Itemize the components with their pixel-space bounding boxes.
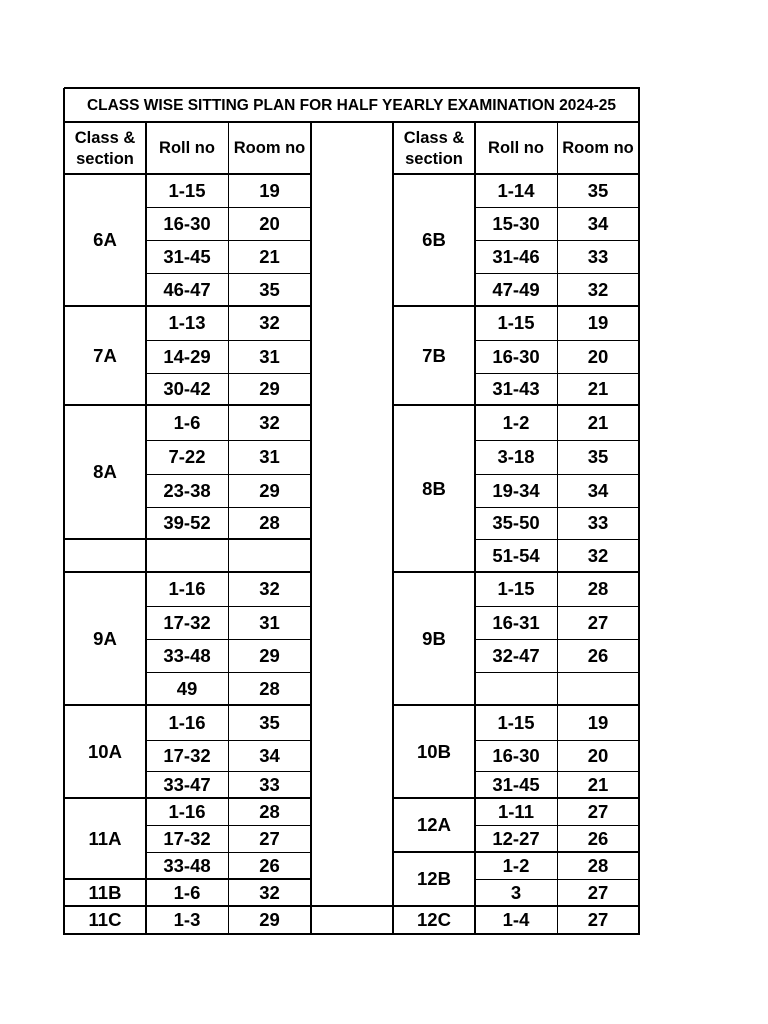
- room-no-cell: 32: [259, 881, 280, 903]
- roll-no-cell: 7-22: [168, 446, 206, 467]
- class-section-cell: 10B: [417, 740, 451, 762]
- room-no-cell: 19: [259, 179, 280, 201]
- grid-line: [475, 771, 640, 772]
- grid-line: [64, 933, 640, 935]
- room-no-cell: 34: [587, 479, 609, 501]
- room-no-cell: 28: [587, 854, 609, 876]
- grid-line: [310, 122, 312, 935]
- room-no-cell: 29: [259, 909, 280, 930]
- room-no-cell: 21: [587, 378, 609, 399]
- roll-no-cell: 3-18: [497, 446, 535, 467]
- room-no-cell: 26: [587, 827, 609, 849]
- roll-no-cell: 19-34: [492, 479, 540, 501]
- header-room-no-right: Room no: [562, 139, 634, 157]
- grid-line: [393, 905, 640, 907]
- class-section-cell: 8A: [93, 461, 117, 482]
- room-no-cell: 19: [587, 711, 609, 733]
- room-no-cell: 34: [259, 744, 280, 766]
- room-no-cell: 33: [587, 245, 609, 267]
- grid-line: [393, 305, 640, 307]
- grid-line: [475, 740, 640, 741]
- class-section-cell: 7A: [93, 344, 117, 366]
- roll-no-cell: 46-47: [163, 278, 211, 300]
- grid-line: [146, 207, 312, 208]
- grid-line: [475, 539, 640, 540]
- grid-line: [475, 672, 640, 673]
- header-class-section-left: Class & section: [74, 128, 136, 168]
- grid-line: [64, 173, 312, 175]
- room-no-cell: 20: [587, 744, 609, 766]
- roll-no-cell: 47-49: [492, 278, 540, 300]
- roll-no-cell: 1-13: [168, 312, 206, 333]
- grid-line: [146, 507, 312, 508]
- grid-line: [475, 879, 640, 880]
- grid-line: [64, 878, 312, 880]
- room-no-cell: 26: [587, 644, 609, 666]
- grid-line: [228, 122, 229, 935]
- roll-no-cell: 1-14: [497, 179, 535, 201]
- room-no-cell: 32: [587, 544, 609, 566]
- roll-no-cell: 16-30: [492, 345, 540, 367]
- room-no-cell: 28: [587, 578, 609, 599]
- grid-line: [474, 122, 476, 935]
- roll-no-cell: 1-3: [173, 909, 201, 930]
- grid-line: [64, 87, 640, 89]
- room-no-cell: 31: [259, 446, 280, 467]
- roll-no-cell: 1-16: [168, 578, 206, 599]
- room-no-cell: 27: [587, 909, 609, 930]
- grid-line: [145, 122, 147, 935]
- room-no-cell: 31: [259, 345, 280, 367]
- grid-line: [475, 825, 640, 826]
- grid-line: [64, 305, 312, 307]
- grid-line: [393, 571, 640, 573]
- roll-no-cell: 51-54: [492, 544, 540, 566]
- class-section-cell: 6A: [93, 229, 117, 250]
- roll-no-cell: 1-6: [173, 881, 201, 903]
- room-no-cell: 33: [259, 773, 280, 795]
- grid-line: [475, 639, 640, 640]
- room-no-cell: 34: [587, 212, 609, 234]
- grid-line: [393, 404, 640, 406]
- grid-line: [638, 88, 640, 935]
- room-no-cell: 20: [259, 212, 280, 234]
- roll-no-cell: 31-46: [492, 245, 540, 267]
- roll-no-cell: 39-52: [163, 512, 211, 533]
- roll-no-cell: 33-48: [163, 644, 211, 666]
- roll-no-cell: 16-31: [492, 611, 540, 633]
- roll-no-cell: 31-45: [163, 245, 211, 267]
- room-no-cell: 35: [587, 179, 609, 201]
- grid-line: [146, 273, 312, 274]
- grid-line: [64, 797, 312, 799]
- room-no-cell: 33: [587, 512, 609, 533]
- room-no-cell: 28: [259, 800, 280, 822]
- grid-line: [146, 373, 312, 374]
- header-room-no-left: Room no: [233, 139, 306, 157]
- roll-no-cell: 32-47: [492, 644, 540, 666]
- room-no-cell: 27: [259, 827, 280, 849]
- roll-no-cell: 16-30: [492, 744, 540, 766]
- grid-line: [64, 704, 312, 706]
- grid-line: [475, 273, 640, 274]
- roll-no-cell: 33-48: [163, 854, 211, 876]
- header-roll-no-left: Roll no: [159, 139, 215, 157]
- grid-line: [311, 905, 394, 907]
- class-section-cell: 12C: [417, 909, 451, 930]
- grid-line: [475, 507, 640, 508]
- grid-line: [146, 474, 312, 475]
- grid-line: [146, 672, 312, 673]
- room-no-cell: 35: [259, 278, 280, 300]
- roll-no-cell: 17-32: [163, 744, 211, 766]
- grid-line: [146, 771, 312, 772]
- room-no-cell: 35: [259, 711, 280, 733]
- roll-no-cell: 31-45: [492, 773, 540, 795]
- grid-line: [64, 538, 312, 540]
- roll-no-cell: 12-27: [492, 827, 540, 849]
- grid-line: [63, 88, 65, 935]
- room-no-cell: 29: [259, 644, 280, 666]
- room-no-cell: 19: [587, 312, 609, 333]
- grid-line: [146, 440, 312, 441]
- grid-line: [146, 606, 312, 607]
- roll-no-cell: 31-43: [492, 378, 540, 399]
- grid-line: [392, 122, 394, 935]
- roll-no-cell: 1-6: [173, 411, 201, 433]
- room-no-cell: 28: [259, 512, 280, 533]
- grid-line: [393, 851, 640, 853]
- roll-no-cell: 17-32: [163, 827, 211, 849]
- room-no-cell: 31: [259, 611, 280, 633]
- roll-no-cell: 49: [176, 677, 198, 699]
- room-no-cell: 32: [259, 578, 280, 599]
- class-section-cell: 7B: [422, 344, 446, 366]
- room-no-cell: 32: [587, 278, 609, 300]
- grid-line: [475, 340, 640, 341]
- page-title: CLASS WISE SITTING PLAN FOR HALF YEARLY EXAMINATION 2024-25: [86, 96, 617, 114]
- room-no-cell: 35: [587, 446, 609, 467]
- grid-line: [475, 373, 640, 374]
- class-section-cell: 6B: [422, 229, 446, 250]
- class-section-cell: 11C: [88, 909, 122, 930]
- grid-line: [393, 797, 640, 799]
- class-section-cell: 12B: [417, 868, 451, 889]
- roll-no-cell: 1-11: [497, 800, 534, 822]
- grid-line: [64, 905, 312, 907]
- roll-no-cell: 1-15: [168, 179, 206, 201]
- roll-no-cell: 17-32: [163, 611, 211, 633]
- grid-line: [146, 825, 312, 826]
- roll-no-cell: 23-38: [163, 479, 211, 501]
- grid-line: [146, 852, 312, 853]
- room-no-cell: 21: [587, 773, 609, 795]
- roll-no-cell: 1-15: [497, 312, 535, 333]
- header-roll-no-right: Roll no: [488, 139, 544, 157]
- grid-line: [146, 740, 312, 741]
- room-no-cell: 21: [259, 245, 280, 267]
- roll-no-cell: 1-15: [497, 711, 535, 733]
- roll-no-cell: 16-30: [163, 212, 211, 234]
- roll-no-cell: 1-4: [502, 909, 530, 930]
- grid-line: [557, 122, 558, 935]
- room-no-cell: 27: [587, 800, 609, 822]
- roll-no-cell: 1-2: [502, 854, 530, 876]
- room-no-cell: 20: [587, 345, 609, 367]
- grid-line: [146, 639, 312, 640]
- grid-line: [64, 121, 640, 123]
- grid-line: [475, 440, 640, 441]
- grid-line: [64, 404, 312, 406]
- grid-line: [475, 606, 640, 607]
- roll-no-cell: 1-16: [168, 711, 206, 733]
- grid-line: [393, 704, 640, 706]
- class-section-cell: 9B: [422, 627, 446, 649]
- class-section-cell: 11A: [88, 827, 122, 849]
- room-no-cell: 27: [587, 611, 609, 633]
- room-no-cell: 27: [587, 881, 609, 903]
- roll-no-cell: 14-29: [163, 345, 211, 367]
- room-no-cell: 28: [259, 677, 280, 699]
- room-no-cell: 32: [259, 312, 280, 333]
- grid-line: [64, 571, 312, 573]
- room-no-cell: 29: [259, 479, 280, 501]
- roll-no-cell: 1-15: [497, 578, 535, 599]
- header-class-section-right: Class & section: [403, 128, 465, 168]
- grid-line: [475, 207, 640, 208]
- grid-line: [146, 340, 312, 341]
- room-no-cell: 26: [259, 854, 280, 876]
- class-section-cell: 11B: [88, 881, 122, 903]
- grid-line: [475, 240, 640, 241]
- roll-no-cell: 15-30: [492, 212, 540, 234]
- roll-no-cell: 1-16: [168, 800, 206, 822]
- roll-no-cell: 1-2: [502, 411, 530, 433]
- roll-no-cell: 35-50: [492, 512, 540, 533]
- room-no-cell: 32: [259, 411, 280, 433]
- class-section-cell: 8B: [422, 477, 446, 499]
- roll-no-cell: 3: [510, 881, 522, 903]
- grid-line: [146, 240, 312, 241]
- class-section-cell: 9A: [93, 627, 117, 649]
- class-section-cell: 12A: [417, 814, 451, 835]
- grid-line: [393, 173, 640, 175]
- class-section-cell: 10A: [88, 740, 122, 762]
- roll-no-cell: 30-42: [163, 378, 211, 399]
- room-no-cell: 21: [587, 411, 609, 433]
- room-no-cell: 29: [259, 378, 280, 399]
- grid-line: [475, 474, 640, 475]
- roll-no-cell: 33-47: [163, 773, 211, 795]
